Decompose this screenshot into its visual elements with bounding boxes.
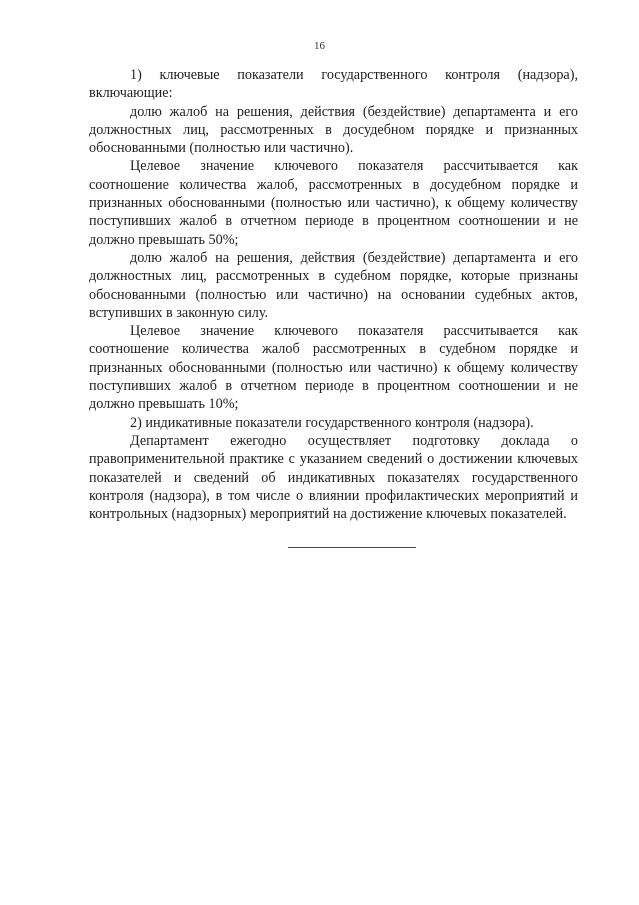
page-number: 16 bbox=[314, 40, 325, 52]
paragraph-indicative-indicators: 2) индикативные показатели государственного контроля (надзора). bbox=[130, 414, 534, 431]
paragraph-annual-report: Департамент ежегодно осуществляет подготовку доклада о правоприменительной практике с указанием сведений о достижении ключевых показателей и сведений об индикативных показателях государственного контроля (надзора), в том числе о влиянии профилактических мероприятий и контрольных (надзорных) мероприятий на достижение ключевых показателей. bbox=[89, 432, 578, 523]
paragraph-key-indicators: 1) ключевые показатели государственного контроля (надзора), включающие: bbox=[89, 67, 578, 102]
paragraph-judicial-target-value: Целевое значение ключевого показателя рассчитывается как соотношение количества жалоб рассмотренных в судебном порядке и признанных обоснованными (полностью или частично) к общему количеству поступивших жалоб в отчетном периоде в процентном соотношении и не должно превышать 10%; bbox=[89, 323, 578, 413]
document-body bbox=[89, 66, 578, 523]
paragraph-judicial-complaints-share: долю жалоб на решения, действия (бездействие) департамента и его должностных лиц, рассмотренных в судебном порядке, которые признаны обоснованными (полностью или частично) на основании судебных актов, вступивших в законную силу. bbox=[89, 249, 578, 321]
end-of-document-rule bbox=[288, 547, 416, 548]
paragraph-pretrial-target-value: Целевое значение ключевого показателя рассчитывается как соотношение количества жалоб, рассмотренных в досудебном порядке и признанных обоснованными (полностью или частично), к общему количеству поступивших жалоб в отчетном периоде в процентном соотношении и не должно превышать 50%; bbox=[89, 158, 578, 248]
paragraph-pretrial-complaints-share: долю жалоб на решения, действия (бездействие) департамента и его должностных лиц, рассмотренных в досудебном порядке и признанных обоснованными (полностью или частично). bbox=[89, 103, 578, 157]
